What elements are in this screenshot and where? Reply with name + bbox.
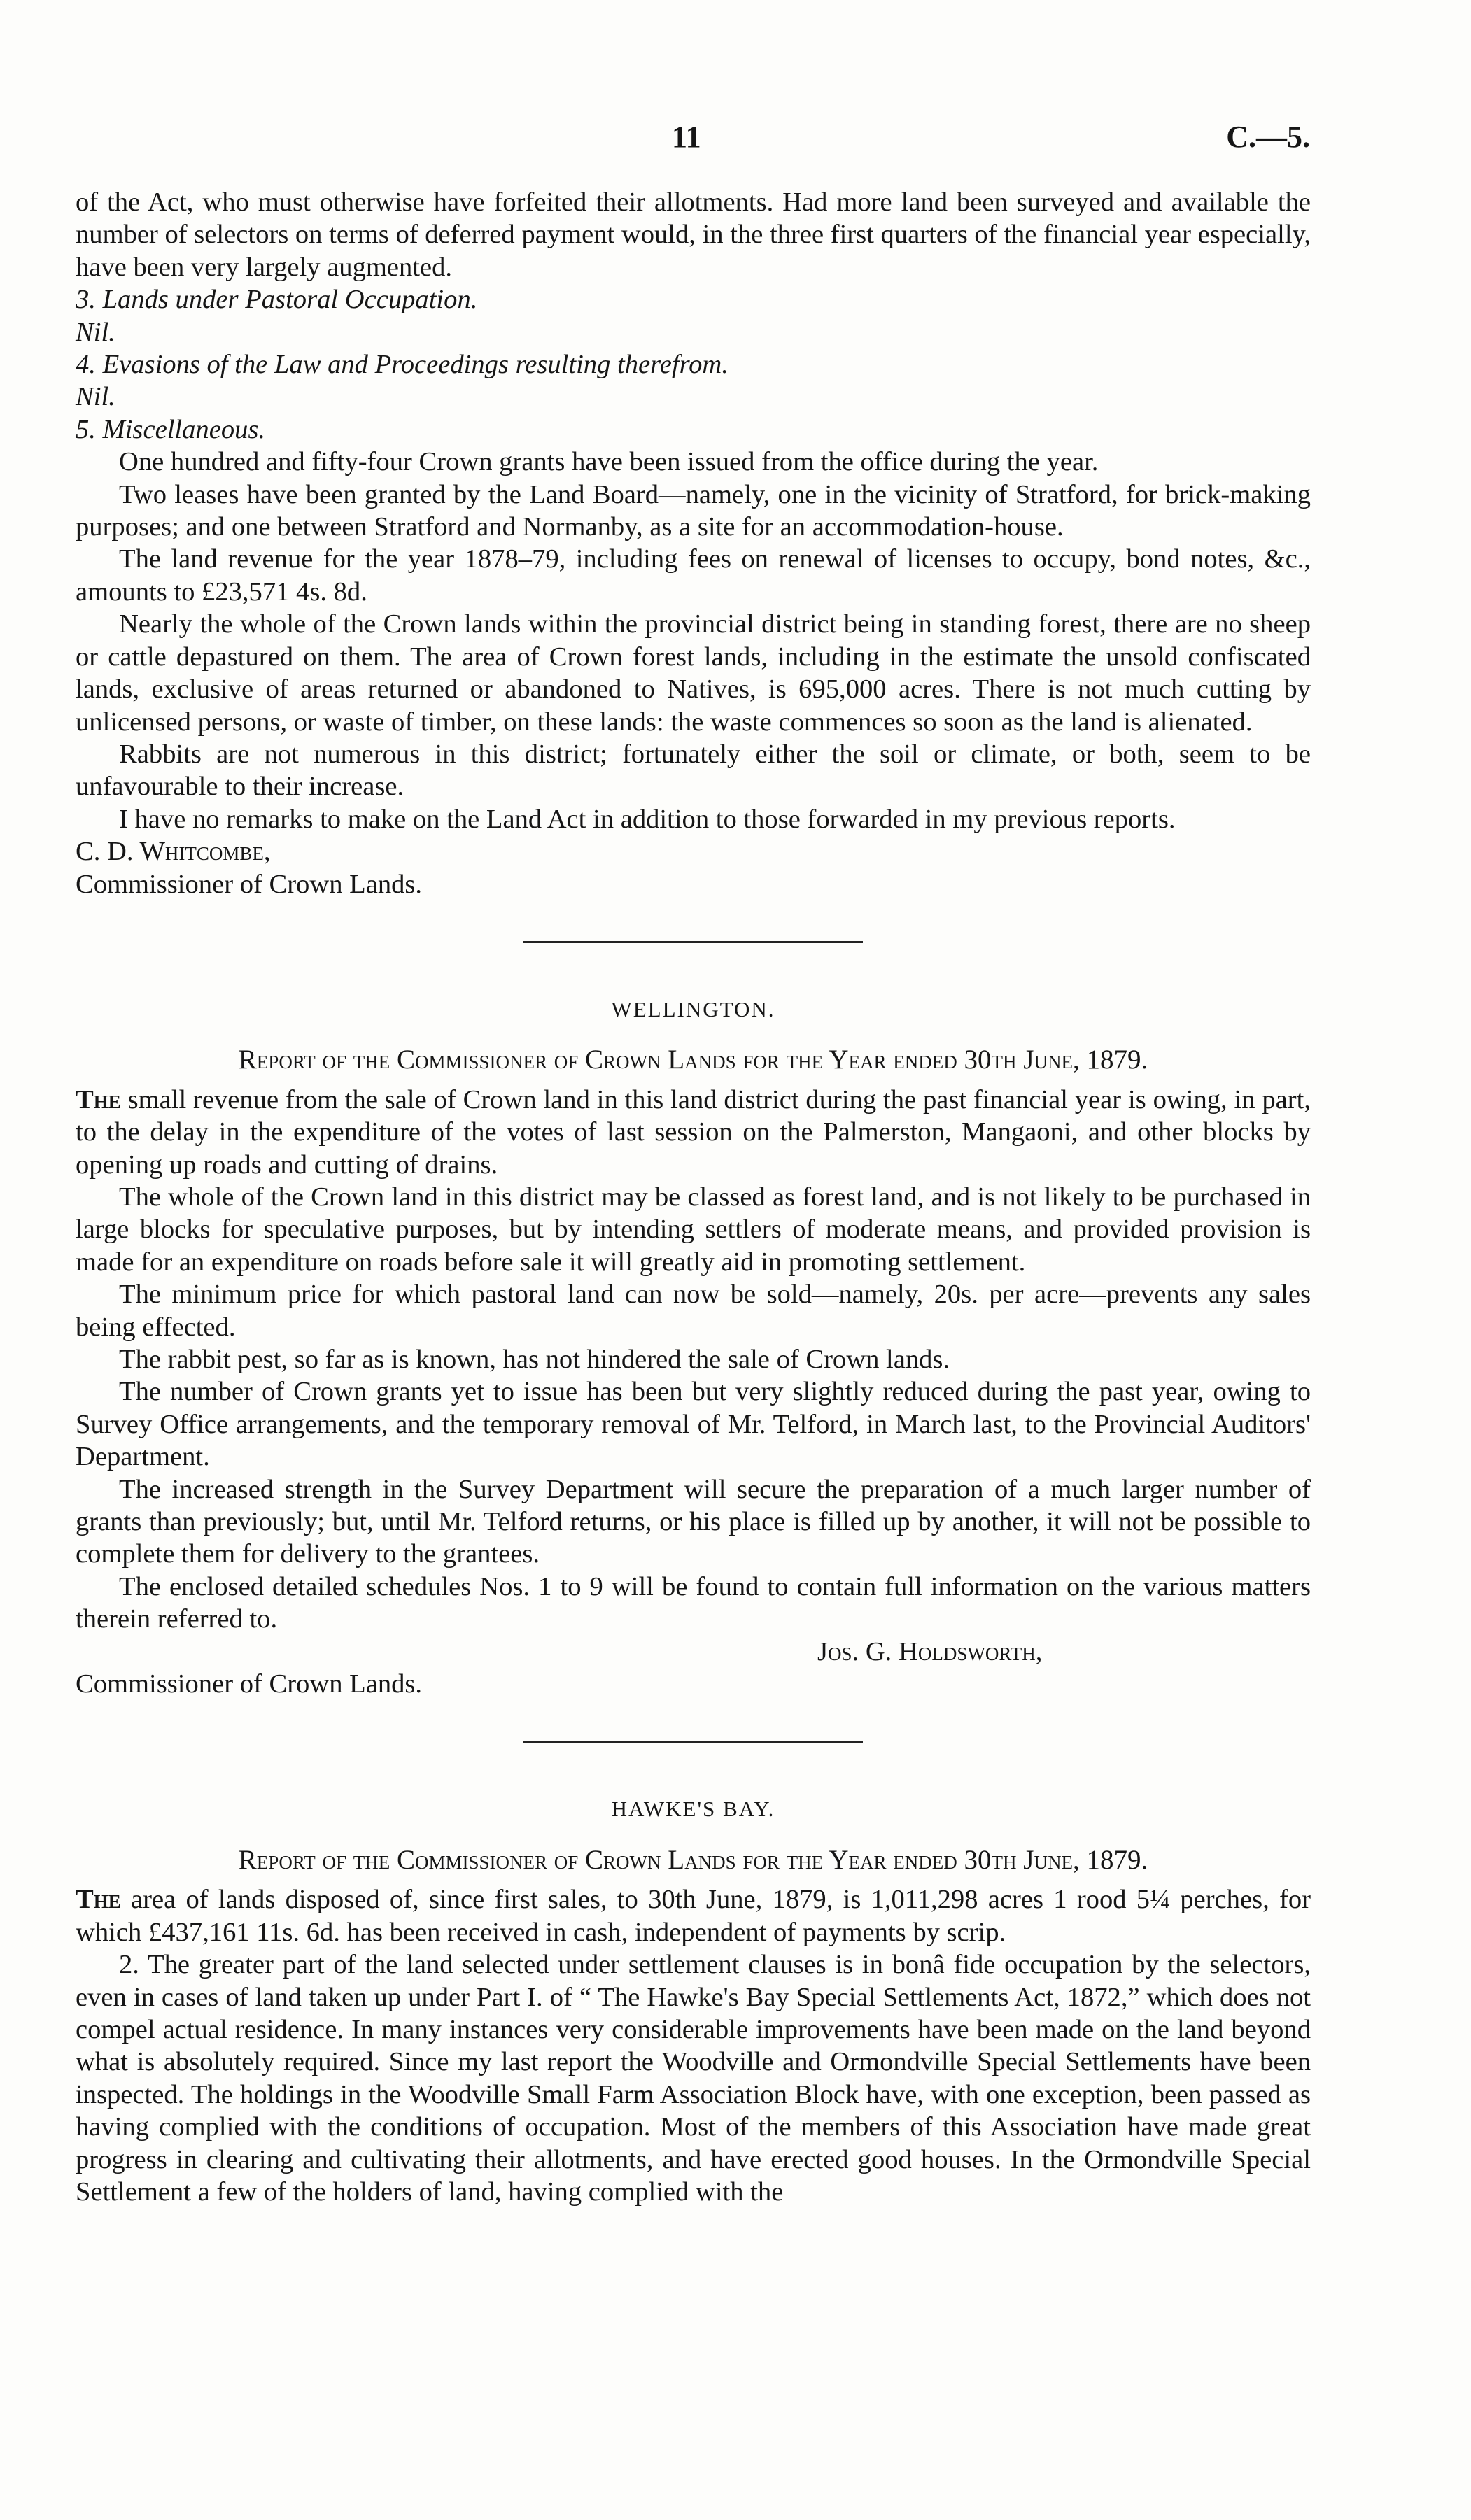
signature-title: Commissioner of Crown Lands.	[76, 869, 423, 899]
paragraph: The land revenue for the year 1878–79, including fees on renewal of licenses to occupy, bond notes, &c., amounts to £23,571 4s. 8d.	[76, 544, 1311, 607]
nil-entry: Nil.	[76, 382, 115, 412]
paragraph: The whole of the Crown land in this district may be classed as forest land, and is not likely to be purchased in large blocks for speculative purposes, but by intending settlers of moderate means, and provided provision is made for an expenditure on roads before sale it will greatly aid in promoting settlement.	[76, 1182, 1311, 1277]
document-reference: C.—5.	[1226, 120, 1310, 154]
paragraph: Nearly the whole of the Crown lands within the provincial district being in standing forest, there are no sheep or cattle depastured on them. The area of Crown forest lands, including in the estimate the unsold confiscated lands, exclusive of areas returned or abandoned to Natives, is 695,000 acres. There is not much cutting by unlicensed persons, or waste of timber, on these lands: the waste commences so soon as the land is alienated.	[76, 609, 1311, 737]
heading-miscellaneous: 5. Miscellaneous.	[76, 414, 266, 444]
signature-title: Commissioner of Crown Lands.	[76, 1669, 423, 1699]
paragraph	[76, 1883, 1311, 1948]
section-heading-wellington: WELLINGTON.	[611, 996, 775, 1021]
report-title: Report of the Commissioner of Crown Lands for the Year ended 30th June, 1879.	[238, 1844, 1148, 1875]
lead-word: The	[76, 1885, 121, 1915]
section-heading-hawkes-bay: HAWKE'S BAY.	[611, 1797, 775, 1822]
page-number: 11	[672, 120, 701, 154]
signature-name-text: Jos. G. Holdsworth,	[817, 1636, 1043, 1666]
paragraph: Two leases have been granted by the Land Board—namely, one in the vicinity of Stratford, for brick-making purposes; and one between Stratford and Normanby, as a site for an accommodation-house.	[76, 479, 1311, 542]
paragraph-text: area of lands disposed of, since first sales, to 30th June, 1879, is 1,011,298 acres 1 rood 5¼ perches, for which £437,161 11s. 6d. has been received in cash, independent of payments by scrip.	[76, 1885, 1311, 1947]
paragraph: The increased strength in the Survey Department will secure the preparation of a much larger number of grants than previously; but, until Mr. Telford returns, or his place is filled up by another, it will not be possible to complete them for delivery to the grantees.	[76, 1474, 1311, 1569]
nil-entry: Nil.	[76, 317, 115, 347]
signature-name-text: C. D. Whitcombe,	[76, 837, 271, 867]
paragraph: Rabbits are not numerous in this district; fortunately either the soil or climate, or both, seem to be unfavourable to their increase.	[76, 739, 1311, 802]
paragraph	[76, 1084, 1311, 1181]
paragraph: One hundred and fifty-four Crown grants have been issued from the office during the year.	[119, 447, 1099, 477]
report-title: Report of the Commissioner of Crown Lands for the Year ended 30th June, 1879.	[238, 1045, 1148, 1075]
paragraph: I have no remarks to make on the Land Act in addition to those forwarded in my previous reports.	[119, 804, 1176, 834]
paragraph: The number of Crown grants yet to issue has been but very slightly reduced during the past year, owing to Survey Office arrangements, and the temporary removal of Mr. Telford, in March last, to the Provincial Auditors' Department.	[76, 1377, 1311, 1472]
lead-word: The	[76, 1084, 121, 1114]
signature-name	[76, 835, 1311, 868]
heading-pastoral-occupation: 3. Lands under Pastoral Occupation.	[76, 285, 478, 315]
page-header	[0, 119, 1471, 161]
paragraph: The enclosed detailed schedules Nos. 1 to 9 will be found to contain full information on the various matters therein referred to.	[76, 1571, 1311, 1634]
section-divider	[523, 941, 863, 943]
heading-evasions: 4. Evasions of the Law and Proceedings resulting therefrom.	[76, 350, 729, 380]
page-content	[76, 186, 1311, 2208]
signature-name	[817, 1636, 1311, 1668]
paragraph-text: small revenue from the sale of Crown land in this land district during the past financial year is owing, in part, to the delay in the expenditure of the votes of last session on the Palmerston, Mangaoni, and other blocks by opening up roads and cutting of drains.	[76, 1084, 1311, 1180]
paragraph: 2. The greater part of the land selected under settlement clauses is in bonâ fide occupation by the selectors, even in cases of land taken up under Part I. of “ The Hawke's Bay Special Settlements Act, 1872,” which does not compel actual residence. In many instances very considerable improvements have been made on the land beyond what is absolutely required. Since my last report the Woodville and Ormondville Special Settlements have been inspected. The holdings in the Woodville Small Farm Association Block have, with one exception, been passed as having complied with the conditions of occupation. Most of the members of this Association have made great progress in clearing and cultivating their allotments, and have erected good houses. In the Ormondville Special Settlement a few of the holders of land, having complied with the	[76, 1950, 1311, 2207]
paragraph: The minimum price for which pastoral land can now be sold—namely, 20s. per acre—prevents any sales being effected.	[76, 1280, 1311, 1342]
paragraph: The rabbit pest, so far as is known, has not hindered the sale of Crown lands.	[119, 1345, 950, 1374]
paragraph-continued: of the Act, who must otherwise have forfeited their allotments. Had more land been surveyed and available the number of selectors on terms of deferred payment would, in the three first quarters of the financial year especially, have been very largely augmented.	[76, 187, 1311, 282]
section-divider	[523, 1741, 863, 1743]
